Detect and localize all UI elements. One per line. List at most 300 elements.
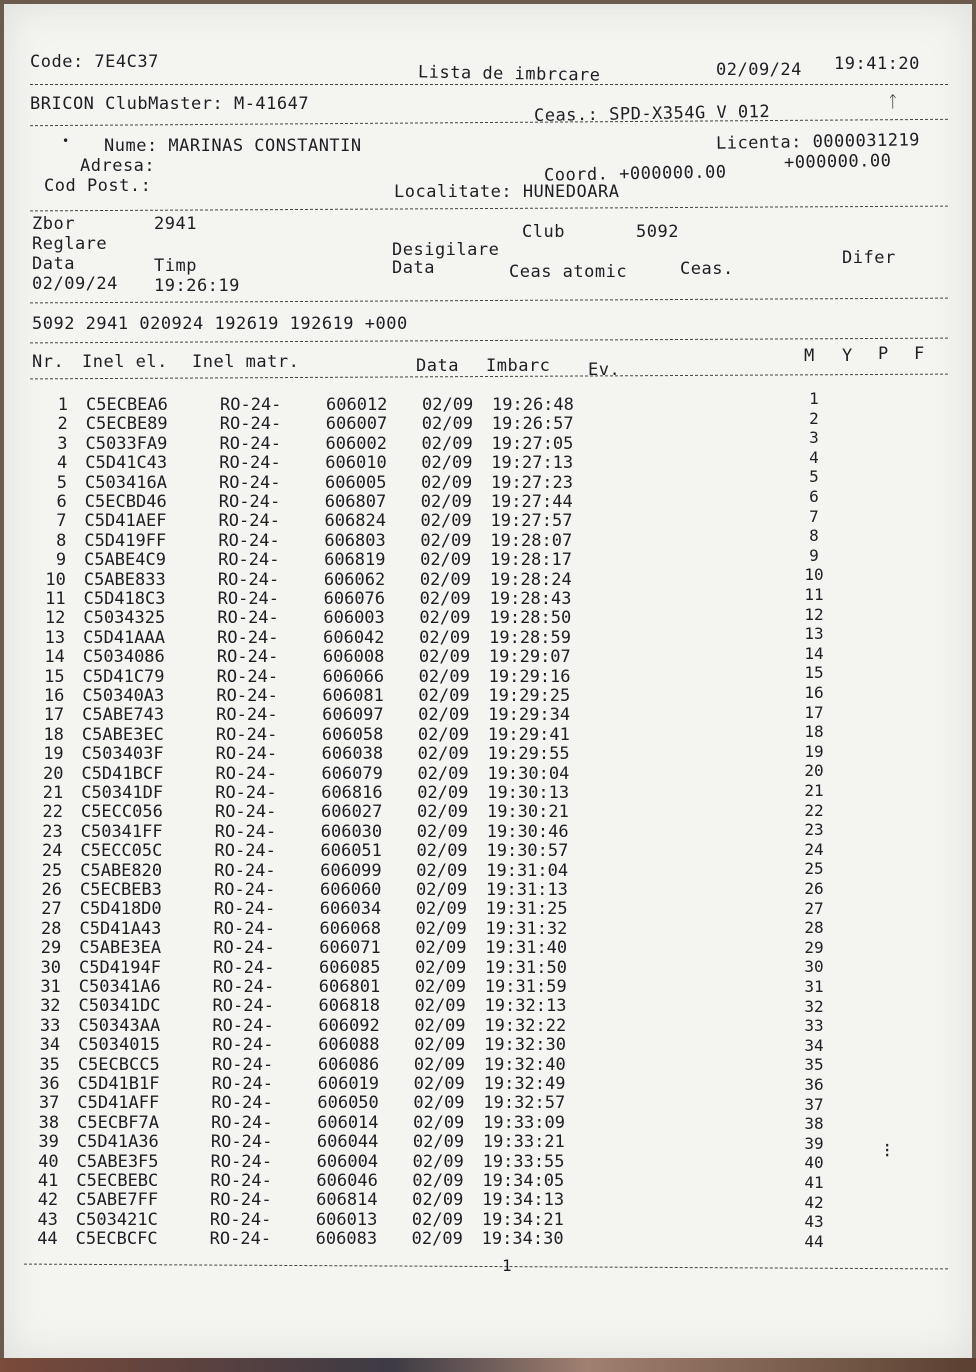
row-number: 44 <box>37 1229 58 1250</box>
electronic-ring: C5D41BCF <box>81 763 164 784</box>
row-number: 35 <box>39 1054 60 1075</box>
basketing-time: 19:30:04 <box>487 763 570 784</box>
basketing-date: 02/09 <box>413 1054 466 1075</box>
position-index: 36 <box>804 1075 824 1094</box>
electronic-ring: C50341DC <box>78 996 161 1017</box>
ring-number: 606801 <box>318 977 381 997</box>
electronic-ring: C5ABE820 <box>80 860 163 881</box>
row-number: 13 <box>44 627 66 648</box>
ink-mark: ᛏ <box>888 92 898 111</box>
ring-prefix: RO-24- <box>214 841 276 862</box>
basketing-time: 19:30:21 <box>486 802 569 823</box>
basketing-date: 02/09 <box>413 1112 465 1133</box>
basketing-time: 19:29:25 <box>488 686 571 706</box>
ring-number: 606819 <box>324 550 386 571</box>
ring-prefix: RO-24- <box>211 1074 274 1094</box>
divider <box>30 338 948 344</box>
ring-number: 606058 <box>321 724 384 745</box>
electronic-ring: C5ABE7FF <box>76 1190 159 1211</box>
row-number: 14 <box>44 647 65 668</box>
position-index: 7 <box>809 506 819 526</box>
electronic-ring: C5D41A43 <box>79 918 162 939</box>
basketing-date: 02/09 <box>413 1093 465 1114</box>
position-index: 11 <box>804 585 824 604</box>
basketing-time: 19:28:24 <box>489 569 572 590</box>
ring-number: 606092 <box>318 1015 380 1036</box>
ring-prefix: RO-24- <box>213 938 275 959</box>
electronic-ring: C5D41AEF <box>84 511 167 532</box>
electronic-ring: C5ECC056 <box>80 802 163 823</box>
unsealing-date-label: Data <box>392 258 435 278</box>
ring-prefix: RO-24- <box>218 511 280 532</box>
position-index: 4 <box>809 447 819 467</box>
setting-label: Reglare <box>32 234 108 254</box>
basketing-date: 02/09 <box>421 453 473 474</box>
electronic-ring: C5034015 <box>78 1035 160 1056</box>
basketing-time: 19:32:57 <box>483 1093 566 1114</box>
electronic-ring: C5ECBEA6 <box>86 395 168 415</box>
electronic-ring: C50343AA <box>78 1015 161 1036</box>
basketing-time: 19:32:13 <box>484 996 567 1017</box>
basketing-date: 02/09 <box>416 821 468 842</box>
ring-prefix: RO-24- <box>216 647 279 668</box>
electronic-ring: C50341FF <box>80 821 163 842</box>
basketing-time: 19:29:41 <box>487 724 570 745</box>
basketing-date: 02/09 <box>412 1151 464 1172</box>
ring-prefix: RO-24- <box>217 627 279 648</box>
ring-prefix: RO-24- <box>210 1190 272 1211</box>
basketing-date: 02/09 <box>420 511 472 532</box>
electronic-ring: C50341DF <box>81 783 164 803</box>
basketing-date: 02/09 <box>418 705 470 726</box>
ring-prefix: RO-24- <box>213 899 276 920</box>
basketing-date: 02/09 <box>419 627 471 648</box>
row-number: 32 <box>40 996 61 1017</box>
position-index: 27 <box>804 898 824 918</box>
position-index: 9 <box>809 545 819 565</box>
basketing-time: 19:27:44 <box>490 492 573 512</box>
basketing-date: 02/09 <box>417 783 469 803</box>
position-index: 25 <box>804 859 824 879</box>
electronic-ring: C5ECBCFC <box>75 1229 158 1250</box>
basketing-date: 02/09 <box>422 395 474 415</box>
page-number: 1 <box>502 1256 513 1275</box>
ring-prefix: RO-24- <box>216 705 278 726</box>
divider <box>30 119 948 126</box>
row-number: 7 <box>56 511 67 532</box>
row-number: 39 <box>38 1132 59 1153</box>
ring-prefix: RO-24- <box>219 433 281 454</box>
electronic-ring: C5ECBE89 <box>85 414 168 435</box>
position-index: 40 <box>804 1153 824 1173</box>
basketing-date: 02/09 <box>420 492 472 512</box>
basketing-time: 19:28:43 <box>489 589 572 609</box>
position-index: 28 <box>804 918 824 938</box>
ring-number: 606803 <box>324 530 386 551</box>
electronic-ring: C5ECBF7A <box>77 1112 159 1133</box>
address-label: Adresa: <box>80 156 156 176</box>
row-number: 37 <box>38 1093 60 1114</box>
electronic-ring: C5D41C43 <box>85 453 168 474</box>
electronic-ring: C5ECBCC5 <box>77 1054 160 1075</box>
ring-number: 606038 <box>321 744 384 765</box>
ring-number: 606060 <box>320 880 382 900</box>
ring-number: 606027 <box>320 802 383 823</box>
ring-number: 606085 <box>319 957 381 978</box>
ring-prefix: RO-24- <box>216 686 278 706</box>
basketing-date: 02/09 <box>418 666 470 687</box>
ring-prefix: RO-24- <box>216 666 279 687</box>
col-f: F <box>914 344 925 364</box>
basketing-date: 02/09 <box>421 433 473 454</box>
basketing-time: 19:34:05 <box>482 1171 565 1191</box>
basketing-date: 02/09 <box>419 589 471 609</box>
row-number: 8 <box>56 530 67 551</box>
owner-name: Nume: MARINAS CONSTANTIN <box>104 136 362 156</box>
col-y: Y <box>842 346 853 366</box>
basketing-time: 19:34:13 <box>482 1190 565 1211</box>
basketing-time: 19:29:34 <box>488 705 571 726</box>
position-index: 13 <box>804 624 824 644</box>
ring-prefix: RO-24- <box>215 724 278 745</box>
col-p: P <box>878 344 889 364</box>
basketing-time: 19:27:05 <box>491 433 574 454</box>
row-number: 11 <box>45 589 66 609</box>
position-index: 30 <box>804 957 824 977</box>
basketing-date: 02/09 <box>414 996 466 1017</box>
row-number: 40 <box>38 1151 59 1172</box>
row-number: 30 <box>40 957 62 978</box>
position-index: 26 <box>804 879 824 898</box>
ring-prefix: RO-24- <box>214 821 277 842</box>
ring-number: 606034 <box>319 899 382 920</box>
ring-prefix: RO-24- <box>211 1112 273 1133</box>
row-number: 12 <box>44 608 66 629</box>
position-index: 31 <box>804 977 824 996</box>
ring-number: 606012 <box>326 395 388 415</box>
background-edge <box>0 1358 976 1372</box>
basketing-date: 02/09 <box>416 841 468 862</box>
ring-number: 606050 <box>317 1093 379 1114</box>
basketing-date: 02/09 <box>416 802 469 823</box>
club-number: 5092 <box>636 222 679 242</box>
ring-prefix: RO-24- <box>209 1209 272 1230</box>
basketing-time: 19:34:30 <box>481 1229 564 1250</box>
basketing-date: 02/09 <box>418 647 471 668</box>
divider <box>30 298 948 304</box>
basketing-time: 19:29:07 <box>488 647 571 668</box>
row-number: 19 <box>43 744 64 765</box>
setting-time: 19:26:19 <box>154 276 240 296</box>
position-index: 14 <box>804 643 824 663</box>
ring-number: 606046 <box>316 1171 378 1191</box>
electronic-ring: C5ECBEBC <box>76 1171 159 1191</box>
setting-date-label: Data <box>32 254 75 274</box>
atomic-clock-label: Ceas atomic <box>509 262 628 282</box>
electronic-ring: C5ABE833 <box>83 569 166 590</box>
row-number: 38 <box>38 1112 60 1133</box>
ring-prefix: RO-24- <box>219 453 281 474</box>
ring-prefix: RO-24- <box>219 472 281 493</box>
basketing-time: 19:34:21 <box>481 1209 564 1230</box>
position-index: 35 <box>804 1055 824 1075</box>
position-index: 2 <box>809 408 819 428</box>
ring-prefix: RO-24- <box>218 550 280 571</box>
basketing-time: 19:27:57 <box>490 511 573 532</box>
club-label: Club <box>522 222 565 242</box>
row-number: 29 <box>40 938 62 959</box>
ring-prefix: RO-24- <box>212 1015 274 1036</box>
postal-code-label: Cod Post.: <box>44 176 152 196</box>
ring-prefix: RO-24- <box>219 414 282 435</box>
print-date: 02/09/24 <box>716 60 802 80</box>
row-number: 28 <box>41 918 62 939</box>
ring-number: 606002 <box>325 433 387 454</box>
basketing-date: 02/09 <box>415 899 467 920</box>
position-index: 8 <box>809 526 819 546</box>
electronic-ring: C5D419FF <box>84 530 167 551</box>
coordinates-value: +000000.00 <box>783 151 892 173</box>
row-number: 4 <box>57 453 68 474</box>
basketing-time: 19:31:50 <box>485 957 567 978</box>
col-electronic-ring: Inel el. <box>82 352 168 372</box>
clock-model-label: Ceas.: SPD-X354G V 012 <box>533 101 771 127</box>
ring-number: 606099 <box>320 860 382 881</box>
basketing-time: 19:32:30 <box>484 1035 566 1056</box>
position-index: 6 <box>809 487 819 506</box>
position-index: 5 <box>809 467 819 487</box>
basketing-date: 02/09 <box>411 1209 464 1230</box>
position-index: 18 <box>804 722 824 742</box>
electronic-ring: C5D41A36 <box>76 1132 159 1153</box>
electronic-ring: C5033FA9 <box>85 433 168 454</box>
position-index: 1 <box>809 389 819 408</box>
ring-number: 606079 <box>321 763 383 784</box>
basketing-date: 02/09 <box>417 763 469 784</box>
print-time: 19:41:20 <box>834 54 920 74</box>
col-m: M <box>804 346 815 366</box>
ring-number: 606007 <box>325 414 388 435</box>
row-number: 5 <box>56 472 68 493</box>
ring-prefix: RO-24- <box>220 395 282 415</box>
ring-number: 606816 <box>321 783 383 803</box>
difference-label: Difer <box>842 248 896 268</box>
row-number: 17 <box>43 705 65 726</box>
basketing-time: 19:30:57 <box>486 841 569 862</box>
position-index: 10 <box>804 565 824 585</box>
basketing-date: 02/09 <box>419 569 472 590</box>
electronic-ring: C5ABE3F5 <box>76 1151 159 1172</box>
ring-prefix: RO-24- <box>210 1171 272 1191</box>
ring-prefix: RO-24- <box>212 1035 274 1056</box>
position-index: 32 <box>804 996 824 1016</box>
row-number: 36 <box>39 1074 60 1094</box>
col-nr: Nr. <box>32 352 65 372</box>
basketing-time: 19:28:07 <box>490 530 573 551</box>
electronic-ring: C5D41C79 <box>82 666 165 687</box>
position-index: 15 <box>804 663 824 683</box>
ring-prefix: RO-24- <box>215 744 278 765</box>
basketing-time: 19:31:40 <box>485 938 568 959</box>
electronic-ring: C5ABE743 <box>82 705 165 726</box>
ring-prefix: RO-24- <box>209 1229 272 1250</box>
position-index: 43 <box>804 1212 824 1232</box>
ring-prefix: RO-24- <box>214 802 277 823</box>
coordinates-label: Coord. +000000.00 <box>543 162 727 186</box>
flight-number: 2941 <box>154 214 197 234</box>
ink-mark: ⁝ <box>884 1138 891 1162</box>
electronic-ring: C5ECBEB3 <box>80 880 162 900</box>
row-number: 22 <box>42 802 63 823</box>
basketing-time: 19:27:13 <box>491 453 574 474</box>
position-index: 29 <box>804 937 824 957</box>
electronic-ring: C5D41AFF <box>77 1093 160 1114</box>
row-number: 42 <box>37 1190 59 1211</box>
basketing-time: 19:33:09 <box>483 1112 565 1133</box>
ring-prefix: RO-24- <box>213 957 275 978</box>
electronic-ring: C50340A3 <box>82 686 165 706</box>
basketing-date: 02/09 <box>412 1171 464 1191</box>
basketing-date: 02/09 <box>415 918 467 939</box>
code-label: Code: 7E4C37 <box>30 52 159 72</box>
electronic-ring: C5D418D0 <box>79 899 162 920</box>
position-index: 41 <box>804 1173 824 1192</box>
club-master-label: BRICON ClubMaster: M-41647 <box>30 94 310 114</box>
row-number: 20 <box>42 763 64 784</box>
electronic-ring: C5D4194F <box>79 957 161 978</box>
position-index: 21 <box>804 781 824 800</box>
basketing-date: 02/09 <box>417 744 469 765</box>
ring-prefix: RO-24- <box>210 1151 273 1172</box>
basketing-date: 02/09 <box>420 550 472 571</box>
row-number: 1 <box>57 395 68 415</box>
row-number: 24 <box>42 841 63 862</box>
ring-number: 606044 <box>316 1132 379 1153</box>
basketing-date: 02/09 <box>414 977 466 997</box>
position-index: 19 <box>804 741 824 761</box>
license-number: Licenta: 0000031219 <box>715 130 921 154</box>
electronic-ring: C5ECC05C <box>80 841 163 862</box>
basketing-time: 19:30:46 <box>486 821 569 842</box>
ring-prefix: RO-24- <box>215 783 277 803</box>
basketing-time: 19:32:49 <box>483 1074 566 1094</box>
electronic-ring: C503403F <box>81 744 164 765</box>
divider <box>24 1264 948 1270</box>
flight-label: Zbor <box>32 214 75 234</box>
ring-prefix: RO-24- <box>214 860 276 881</box>
ring-number: 606003 <box>323 608 385 629</box>
divider <box>30 84 948 85</box>
clock-label: Ceas. <box>680 259 734 279</box>
electronic-ring: C50341A6 <box>78 977 161 997</box>
row-number: 16 <box>43 686 65 706</box>
printout-paper <box>4 4 972 1358</box>
ring-number: 606086 <box>317 1054 380 1075</box>
basketing-date: 02/09 <box>419 608 471 629</box>
ring-number: 606008 <box>322 647 385 668</box>
basketing-date: 02/09 <box>418 686 470 706</box>
row-number: 33 <box>39 1015 61 1036</box>
ring-number: 606019 <box>317 1074 380 1094</box>
basketing-time: 19:32:40 <box>483 1054 566 1075</box>
electronic-ring: C5D41B1F <box>77 1074 160 1094</box>
ring-number: 606005 <box>325 472 387 493</box>
position-index: 20 <box>804 761 824 781</box>
position-index: 22 <box>804 800 824 820</box>
basketing-date: 02/09 <box>421 414 473 435</box>
ring-number: 606088 <box>318 1035 380 1056</box>
ring-prefix: RO-24- <box>218 530 280 551</box>
ring-prefix: RO-24- <box>211 1093 273 1114</box>
ring-number: 606076 <box>323 589 386 609</box>
basketing-time: 19:28:50 <box>489 608 572 629</box>
electronic-ring: C5D418C3 <box>83 589 166 609</box>
electronic-ring: C503416A <box>85 472 167 493</box>
ring-prefix: RO-24- <box>212 977 275 997</box>
basketing-time: 19:33:21 <box>482 1132 565 1153</box>
row-number: 23 <box>42 821 63 842</box>
electronic-ring: C5ECBD46 <box>84 492 167 512</box>
row-number: 27 <box>41 899 62 920</box>
electronic-ring: C5ABE3EA <box>79 938 162 959</box>
basketing-date: 02/09 <box>413 1074 465 1094</box>
basketing-date: 02/09 <box>416 880 468 900</box>
basketing-date: 02/09 <box>411 1229 463 1250</box>
electronic-ring: C5ABE4C9 <box>84 550 166 571</box>
basketing-date: 02/09 <box>420 530 472 551</box>
basketing-date: 02/09 <box>414 1015 466 1036</box>
ring-number: 606083 <box>315 1229 378 1250</box>
position-index: 37 <box>804 1094 824 1114</box>
ring-number: 606071 <box>319 938 381 959</box>
electronic-ring: C5034325 <box>83 608 166 629</box>
ring-number: 606014 <box>317 1112 379 1133</box>
position-index: 12 <box>804 604 824 624</box>
position-index: 17 <box>804 702 824 722</box>
row-number: 31 <box>40 977 61 997</box>
position-index: 23 <box>804 820 824 840</box>
ring-prefix: RO-24- <box>217 608 279 629</box>
row-number: 10 <box>45 569 66 590</box>
setting-date: 02/09/24 <box>32 274 118 294</box>
row-number: 9 <box>55 550 67 571</box>
basketing-date: 02/09 <box>412 1132 465 1153</box>
basketing-time: 19:32:22 <box>484 1015 567 1036</box>
col-event: Ev. <box>588 360 621 380</box>
electronic-ring: C503421C <box>75 1209 158 1230</box>
basketing-time: 19:28:17 <box>490 550 572 571</box>
row-number: 21 <box>42 783 64 803</box>
row-number: 15 <box>44 666 65 687</box>
basketing-date: 02/09 <box>414 1035 466 1056</box>
ring-number: 606081 <box>322 686 384 706</box>
unsealing-label: Desigilare <box>392 240 500 260</box>
basketing-time: 19:27:23 <box>491 472 573 493</box>
basketing-time: 19:31:59 <box>484 977 567 997</box>
ring-prefix: RO-24- <box>212 996 274 1017</box>
basketing-time: 19:29:55 <box>487 744 570 765</box>
ring-prefix: RO-24- <box>214 880 276 900</box>
ring-number: 606062 <box>323 569 386 590</box>
row-number: 34 <box>39 1035 61 1056</box>
electronic-ring: C5ABE3EC <box>81 724 164 745</box>
ring-prefix: RO-24- <box>210 1132 273 1153</box>
position-index: 38 <box>804 1114 824 1134</box>
row-number: 3 <box>57 433 68 454</box>
basketing-time: 19:31:04 <box>486 860 569 881</box>
electronic-ring: C5034086 <box>82 647 165 668</box>
basketing-time: 19:31:13 <box>486 880 568 900</box>
